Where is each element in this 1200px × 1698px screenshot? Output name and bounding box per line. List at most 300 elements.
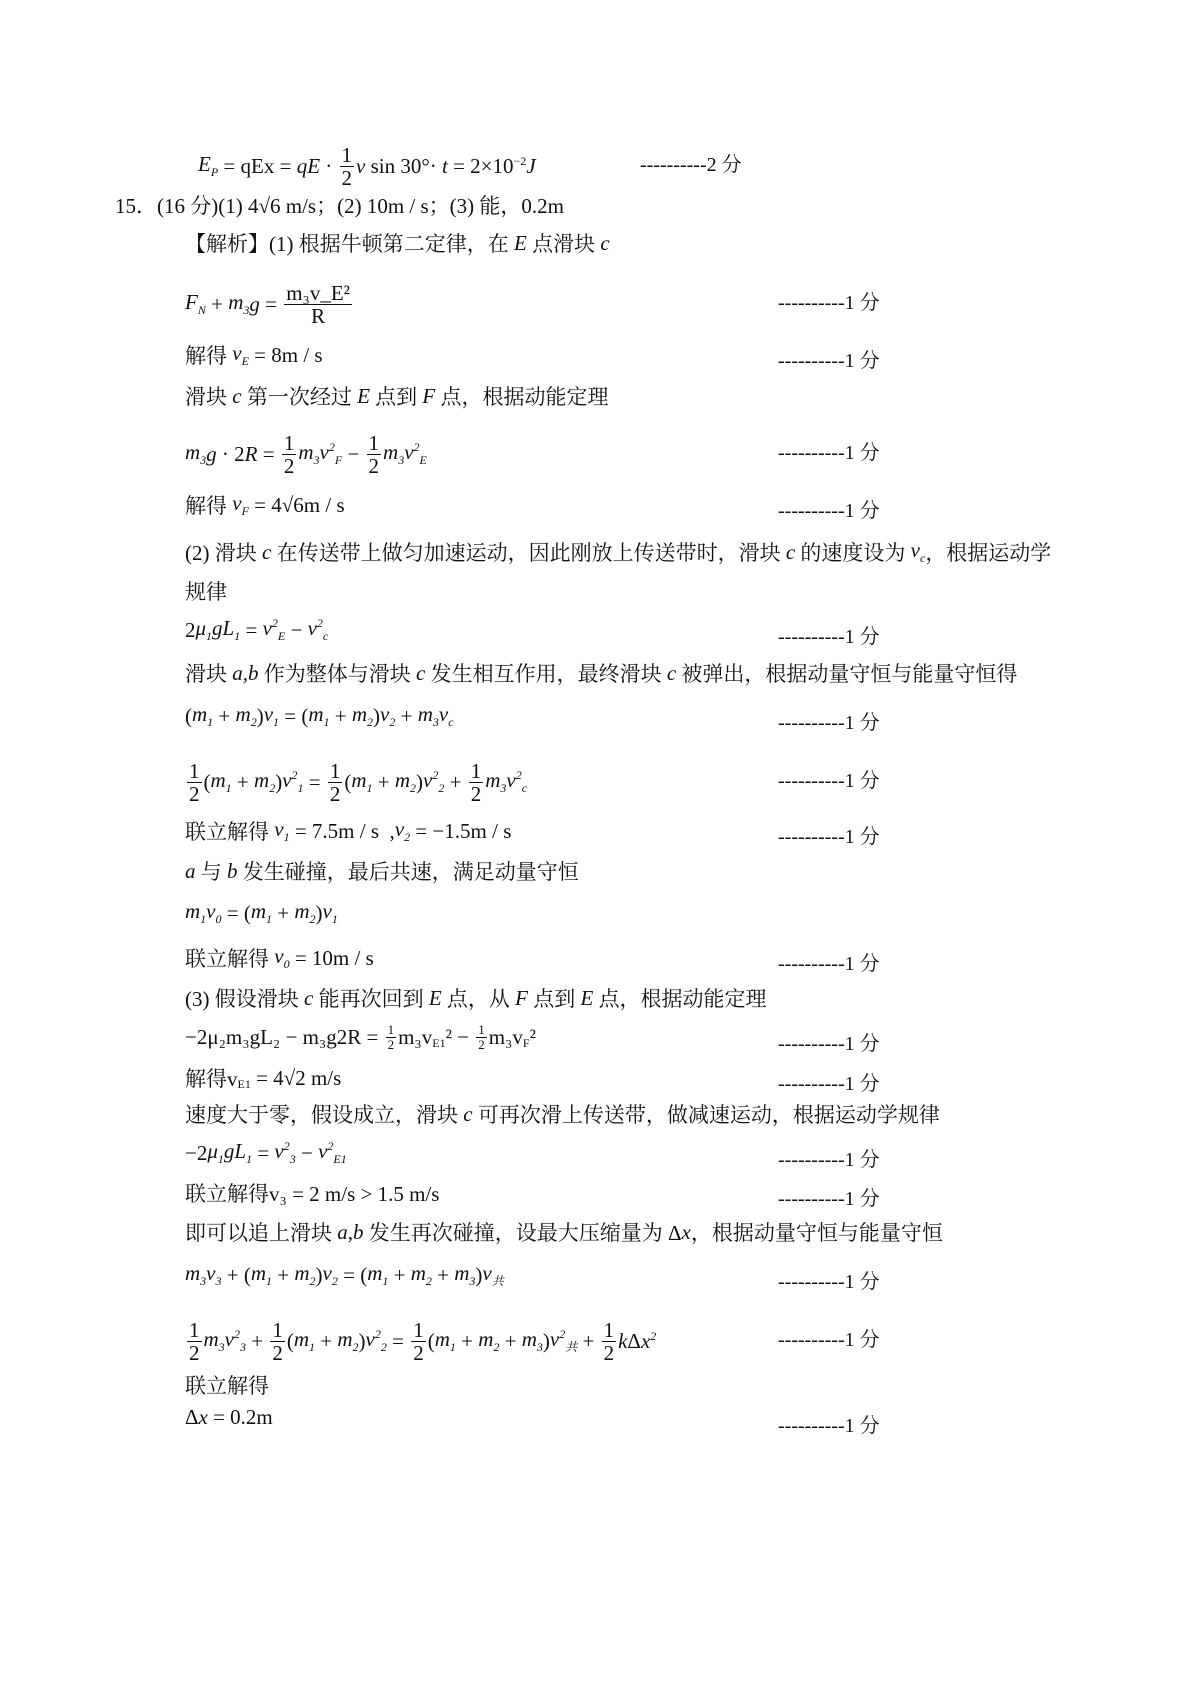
- subscript: F: [334, 453, 343, 468]
- score-marker: ----------1 分: [778, 712, 880, 734]
- subscript: 1: [382, 1274, 389, 1289]
- math-symbol: E: [357, 383, 370, 408]
- math-symbol: a,b: [232, 660, 259, 685]
- text-segment: 联立解得: [185, 1374, 269, 1398]
- superscript: 2: [316, 616, 323, 630]
- text-segment: −2: [185, 1140, 208, 1165]
- text-segment: =: [386, 1329, 410, 1354]
- subscript: 3: [469, 1274, 476, 1289]
- text-segment: = −1.5m / s: [410, 818, 512, 843]
- subscript: E: [277, 629, 286, 644]
- solution-line: [185, 1063, 341, 1093]
- text-segment: (: [286, 1329, 294, 1354]
- math-symbol: $v^2_共$: [549, 1327, 578, 1355]
- math-symbol: $v_2$: [322, 1261, 338, 1289]
- fraction-numerator: 1: [283, 431, 295, 455]
- text-segment: ): [542, 1329, 550, 1354]
- math-symbol: $v_c$: [438, 702, 454, 730]
- score-marker: ----------1 分: [778, 770, 880, 792]
- fraction: [328, 760, 343, 805]
- score-marker: ----------1 分: [778, 1073, 880, 1095]
- subscript: 2: [410, 781, 417, 796]
- text-segment: ，根据运动学: [925, 541, 1052, 565]
- fraction-denominator: 2: [341, 166, 353, 191]
- text-segment: (: [185, 703, 192, 728]
- fraction-numerator: 1: [413, 1318, 424, 1342]
- text-segment: 滑块: [185, 385, 233, 409]
- text-segment: = 8m / s: [248, 342, 323, 367]
- math-symbol: t: [442, 154, 448, 179]
- math-symbol: [432, 1023, 445, 1051]
- subscript: E1: [333, 1152, 347, 1167]
- subscript: 1: [246, 1152, 253, 1167]
- fraction-denominator: 2: [189, 782, 200, 807]
- math-symbol: $m_1$: [351, 768, 373, 796]
- subscript: 2: [493, 1340, 500, 1355]
- solution-line: [185, 702, 454, 730]
- math-symbol: a: [185, 858, 196, 883]
- text-segment: +: [205, 292, 229, 317]
- subscript: 3: [218, 1340, 225, 1355]
- fraction-denominator: 2: [189, 1341, 200, 1366]
- score-marker: ----------1 分: [778, 953, 880, 975]
- text-segment: −: [295, 1140, 319, 1165]
- math-symbol: c: [666, 660, 677, 685]
- score-marker: ----------1 分: [778, 1415, 880, 1437]
- text-segment: 2: [185, 617, 196, 642]
- subscript: 3: [240, 1340, 246, 1355]
- text-segment: m₃v: [488, 1024, 523, 1049]
- solution-line: [185, 760, 527, 805]
- text-segment: 即可以追上滑块: [185, 1221, 338, 1245]
- subscript: E: [241, 354, 249, 369]
- fraction-denominator: 2: [603, 1341, 615, 1366]
- text-segment: = (: [337, 1262, 368, 1287]
- math-symbol: $v^2_c$: [506, 768, 528, 796]
- text-segment: ): [315, 1262, 323, 1287]
- text-segment: 可再次滑上传送带，做减速运动，根据运动学规律: [472, 1103, 940, 1127]
- math-symbol: $m_3$: [185, 1261, 207, 1289]
- text-segment: =: [252, 1140, 275, 1165]
- math-symbol: $m_1$: [192, 702, 214, 730]
- text-segment: 被弹出，根据动量守恒与能量守恒得: [676, 662, 1018, 686]
- text-segment: m₃v: [398, 1024, 433, 1049]
- math-symbol: c: [416, 660, 426, 685]
- text-segment: ·: [320, 154, 338, 179]
- fraction: [187, 760, 202, 805]
- subscript: 3: [313, 453, 320, 468]
- math-symbol: $v^2_E$: [404, 440, 427, 468]
- subscript: 共: [565, 1340, 578, 1355]
- text-segment: +: [329, 703, 352, 728]
- text-segment: = 10m / s: [289, 945, 374, 970]
- score-marker: ----------1 分: [778, 292, 880, 314]
- math-symbol: $m_3$: [228, 290, 250, 318]
- subscript: 2: [269, 781, 276, 796]
- math-symbol: F: [515, 985, 528, 1010]
- text-segment: 点，根据动能定理: [435, 385, 609, 409]
- solution-line: [185, 856, 579, 886]
- superscript: 2: [271, 616, 278, 630]
- text-segment: −: [342, 442, 365, 467]
- math-symbol: $m_1$: [210, 768, 232, 796]
- text-segment: = 7.5m / s ,: [289, 818, 395, 843]
- math-symbol: $m_1$: [434, 1327, 456, 1355]
- score-marker: ----------1 分: [778, 626, 880, 648]
- solution-line: [185, 1139, 347, 1167]
- solution-line: [185, 537, 1051, 567]
- subscript: 3: [289, 1152, 296, 1167]
- text-segment: = (: [221, 900, 251, 925]
- text-segment: 发生相互作用，最终滑块: [425, 662, 667, 686]
- text-segment: 第一次经过: [241, 385, 358, 409]
- math-symbol: J: [526, 154, 536, 179]
- solution-line: [185, 576, 227, 606]
- fraction-numerator: 1: [341, 143, 353, 167]
- subscript: 2: [404, 830, 411, 845]
- text-segment: 15．(16 分)(1) 4√6 m/s；(2) 10m / s；(3) 能，0.2m: [115, 194, 564, 218]
- math-symbol: $m_2$: [235, 702, 257, 730]
- subscript: 1: [225, 781, 232, 796]
- math-symbol: $v_1$: [322, 899, 338, 927]
- fraction-numerator: 1: [603, 1318, 615, 1342]
- fraction: [602, 1319, 617, 1364]
- score-marker: ----------1 分: [778, 350, 880, 372]
- subscript: 2: [380, 1340, 387, 1355]
- subscript: 0: [283, 957, 290, 972]
- math-symbol: [514, 154, 527, 179]
- math-symbol: $v_0$: [206, 899, 222, 927]
- subscript: c: [521, 781, 528, 796]
- text-segment: +: [315, 1329, 338, 1354]
- solution-line: [185, 616, 328, 644]
- subscript: 1: [283, 830, 290, 845]
- math-symbol: $v^2_3$: [274, 1139, 296, 1167]
- math-symbol: g: [206, 442, 217, 467]
- math-symbol: $v_共$: [482, 1261, 504, 1289]
- math-symbol: $v^2_E$: [262, 616, 286, 644]
- text-segment: = qEx =: [218, 154, 297, 179]
- subscript: 1: [206, 629, 213, 644]
- text-segment: = 4√6m / s: [248, 492, 345, 517]
- text-segment: 【解析】(1) 根据牛顿第二定律，在: [185, 232, 514, 256]
- subscript: 2: [309, 912, 316, 927]
- subscript: 1: [366, 781, 373, 796]
- math-symbol: $v^2_3$: [224, 1327, 246, 1355]
- text-segment: −: [285, 617, 308, 642]
- math-symbol: $m_3$: [417, 702, 439, 730]
- text-segment: + (: [221, 1262, 251, 1287]
- math-symbol: k: [618, 1329, 628, 1354]
- math-symbol: $F_N$: [185, 290, 206, 318]
- text-segment: 点到: [527, 987, 581, 1011]
- text-segment: −2μ₂m₃gL₂ − m₃g2R =: [185, 1024, 384, 1049]
- solution-line: [185, 1370, 269, 1400]
- math-symbol: qE: [296, 154, 321, 179]
- math-symbol: $\mu_1$: [207, 1139, 224, 1167]
- subscript: 1: [309, 1340, 316, 1355]
- superscript: 2: [432, 768, 439, 783]
- fraction-denominator: 2: [478, 1036, 485, 1052]
- subscript: 1: [207, 715, 214, 730]
- math-symbol: $m_1$: [293, 1327, 316, 1355]
- math-symbol: a,b: [337, 1219, 364, 1244]
- math-symbol: $v^2_{E1}$: [318, 1139, 347, 1167]
- text-segment: (: [344, 770, 352, 795]
- text-segment: = (: [279, 703, 309, 728]
- text-segment: 点，根据动能定理: [593, 987, 767, 1011]
- text-segment: =: [259, 292, 283, 317]
- superscript: 2: [374, 1327, 381, 1342]
- text-segment: = 0.2m: [207, 1405, 273, 1429]
- text-segment: =: [240, 617, 263, 642]
- text-segment: 作为整体与滑块: [258, 662, 416, 686]
- text-segment: 解得v: [185, 1067, 238, 1091]
- math-symbol: $v_2$: [380, 702, 396, 730]
- solution-line: [185, 1023, 536, 1051]
- fraction: [282, 432, 297, 477]
- fraction: [187, 1319, 202, 1364]
- fraction-numerator: 1: [329, 759, 341, 783]
- fraction-denominator: 2: [413, 1341, 424, 1366]
- subscript: 1: [234, 629, 241, 644]
- math-symbol: $m_3$: [203, 1327, 225, 1355]
- math-symbol: $m_3$: [521, 1327, 543, 1355]
- text-segment: 发生再次碰撞，设最大压缩量为 Δ: [363, 1221, 682, 1245]
- math-symbol: $m_1$: [367, 1261, 389, 1289]
- subscript: 2: [425, 1274, 432, 1289]
- subscript: P: [210, 165, 219, 180]
- fraction: [367, 432, 382, 477]
- math-symbol: $gL_1$: [223, 1139, 253, 1167]
- subscript: F: [522, 1036, 530, 1051]
- text-segment: +: [272, 1262, 295, 1287]
- fraction-numerator: m₃v_E²: [286, 281, 350, 305]
- subscript: c: [919, 551, 926, 566]
- math-symbol: $m_1$: [185, 899, 207, 927]
- math-symbol: c: [785, 539, 796, 564]
- subscript: 3: [432, 715, 439, 730]
- math-symbol: g: [249, 292, 260, 317]
- subscript: 3: [536, 1340, 543, 1355]
- subscript: E1: [432, 1036, 446, 1051]
- math-symbol: $m_3$: [454, 1261, 476, 1289]
- solution-line: [185, 490, 345, 520]
- subscript: 3: [243, 303, 250, 318]
- math-symbol: $m_2$: [410, 1261, 432, 1289]
- subscript: 2: [309, 1274, 316, 1289]
- subscript: 3: [398, 453, 405, 468]
- subscript: 2: [367, 715, 374, 730]
- solution-line: [185, 983, 767, 1013]
- solution-line: [185, 282, 354, 327]
- solution-line: [185, 658, 1017, 688]
- fraction: [284, 282, 352, 327]
- superscript: 2: [291, 768, 298, 783]
- math-symbol: $m_2$: [478, 1327, 500, 1355]
- subscript: 2: [389, 715, 396, 730]
- text-segment: ²: [529, 1024, 536, 1049]
- text-segment: (3) 假设滑块: [185, 987, 304, 1011]
- score-marker: ----------1 分: [778, 1149, 880, 1171]
- math-symbol: E: [514, 230, 527, 255]
- solution-line: [185, 228, 610, 258]
- subscript: 1: [297, 781, 304, 796]
- math-symbol: [523, 1023, 530, 1051]
- text-segment: +: [231, 770, 255, 795]
- solution-line: [115, 190, 564, 220]
- text-segment: ): [373, 703, 381, 728]
- math-symbol: $v_3$: [206, 1261, 222, 1289]
- subscript: F: [241, 504, 249, 519]
- math-symbol: $m_3$: [298, 440, 320, 468]
- math-symbol: $\mu_1$: [195, 616, 213, 644]
- text-segment: · 2: [216, 442, 245, 467]
- fraction: [340, 144, 355, 189]
- subscript: 3: [215, 1274, 222, 1289]
- math-symbol: $m_2$: [351, 702, 374, 730]
- score-marker: ----------1 分: [778, 1188, 880, 1210]
- math-symbol: [238, 1064, 251, 1092]
- math-symbol: $m_2$: [294, 1261, 316, 1289]
- math-symbol: c: [463, 1101, 473, 1126]
- text-segment: ): [416, 770, 424, 795]
- text-segment: 规律: [185, 580, 227, 604]
- text-segment: ，根据动量守恒与能量守恒: [690, 1221, 943, 1245]
- text-segment: ): [256, 703, 264, 728]
- math-symbol: $m_1$: [250, 899, 273, 927]
- math-symbol: $v_1$: [263, 702, 280, 730]
- fraction-numerator: 1: [272, 1318, 283, 1342]
- math-symbol: E: [428, 985, 442, 1010]
- solution-line: [185, 816, 511, 846]
- text-segment: 滑块: [185, 662, 233, 686]
- superscript: 2: [234, 1327, 240, 1342]
- math-symbol: $gL_1$: [212, 616, 241, 644]
- solution-line: [198, 144, 536, 189]
- math-symbol: $v_0$: [274, 943, 290, 972]
- math-symbol: c: [262, 539, 272, 564]
- math-symbol: $v_E$: [232, 340, 249, 369]
- text-segment: 速度大于零，假设成立，滑块: [185, 1103, 464, 1127]
- solution-line: [185, 1217, 943, 1247]
- text-segment: = 4√2 m/s: [250, 1065, 342, 1090]
- fraction-denominator: 2: [387, 1036, 395, 1052]
- math-symbol: $v_F$: [232, 490, 249, 519]
- superscript: 2: [650, 1329, 657, 1344]
- text-segment: 发生碰撞，最后共速，满足动量守恒: [237, 860, 579, 884]
- text-segment: +: [246, 1329, 269, 1354]
- text-segment: +: [431, 1262, 455, 1287]
- math-symbol: $v^2_2$: [423, 768, 445, 796]
- math-symbol: c: [304, 985, 314, 1010]
- math-symbol: b: [227, 858, 238, 883]
- fraction-numerator: 1: [470, 759, 482, 783]
- math-symbol: $m_2$: [337, 1327, 359, 1355]
- text-segment: 与: [195, 860, 227, 884]
- solution-line: [185, 1099, 940, 1129]
- math-symbol: x: [681, 1219, 691, 1244]
- math-symbol: $x^2$: [640, 1329, 657, 1354]
- superscript: 2: [559, 1327, 566, 1342]
- math-symbol: $m_1$: [250, 1261, 273, 1289]
- math-symbol: $v_c$: [910, 537, 926, 566]
- subscript: 3: [200, 453, 207, 468]
- subscript: 1: [266, 1274, 273, 1289]
- math-symbol: $v^2_c$: [307, 616, 329, 644]
- math-symbol: E: [580, 985, 594, 1010]
- superscript: −2: [513, 154, 527, 169]
- text-segment: ): [475, 1262, 483, 1287]
- solution-line: [185, 943, 374, 973]
- subscript: 1: [266, 912, 273, 927]
- text-segment: 点滑块: [526, 232, 601, 256]
- text-segment: (: [427, 1329, 435, 1354]
- solution-line: [185, 1405, 273, 1430]
- fraction-numerator: 1: [189, 1318, 200, 1342]
- subscript: 2: [250, 715, 257, 730]
- text-segment: +: [499, 1329, 522, 1354]
- fraction-denominator: R: [311, 304, 326, 329]
- text-segment: (: [203, 770, 211, 795]
- solution-line: [185, 899, 338, 927]
- score-marker: ----------1 分: [778, 442, 880, 464]
- text-segment: +: [444, 770, 467, 795]
- text-segment: ): [315, 900, 323, 925]
- score-marker: ----------1 分: [778, 826, 880, 848]
- math-symbol: F: [422, 383, 436, 408]
- subscript: 3: [200, 1274, 207, 1289]
- text-segment: 能再次回到: [313, 987, 429, 1011]
- math-symbol: $m_3$: [485, 768, 507, 796]
- solution-line: [185, 381, 608, 411]
- math-symbol: c: [232, 383, 242, 408]
- math-symbol: $m_2$: [394, 768, 417, 796]
- subscript: 1: [217, 1152, 224, 1167]
- subscript: 3: [500, 781, 507, 796]
- text-segment: ): [358, 1329, 366, 1354]
- math-symbol: $m_1$: [308, 702, 330, 730]
- solution-line: [185, 432, 427, 477]
- subscript: E: [419, 453, 427, 468]
- fraction: [386, 1023, 397, 1051]
- text-segment: +: [388, 1262, 411, 1287]
- text-segment: sin 30°·: [365, 154, 442, 179]
- subscript: c: [448, 715, 454, 730]
- math-symbol: $m_3$: [185, 440, 207, 468]
- fraction-numerator: 1: [189, 759, 200, 783]
- fraction: [270, 1319, 285, 1364]
- subscript: c: [322, 629, 329, 644]
- text-segment: +: [372, 770, 395, 795]
- fraction: [469, 760, 484, 805]
- math-symbol: v: [356, 154, 366, 179]
- superscript: 2: [327, 1139, 334, 1153]
- score-marker: ----------2 分: [640, 154, 742, 176]
- text-segment: +: [455, 1329, 479, 1354]
- subscript: 1: [331, 912, 338, 927]
- math-symbol: x: [198, 1405, 208, 1429]
- text-segment: 的速度设为: [795, 541, 911, 565]
- text-segment: 联立解得: [185, 820, 275, 844]
- subscript: N: [197, 303, 206, 318]
- subscript: 0: [215, 912, 222, 927]
- text-segment: +: [213, 703, 236, 728]
- text-segment: Δ: [627, 1329, 641, 1354]
- math-symbol: $E_P$: [198, 152, 219, 180]
- text-segment: =: [303, 770, 326, 795]
- superscript: 2: [413, 440, 420, 455]
